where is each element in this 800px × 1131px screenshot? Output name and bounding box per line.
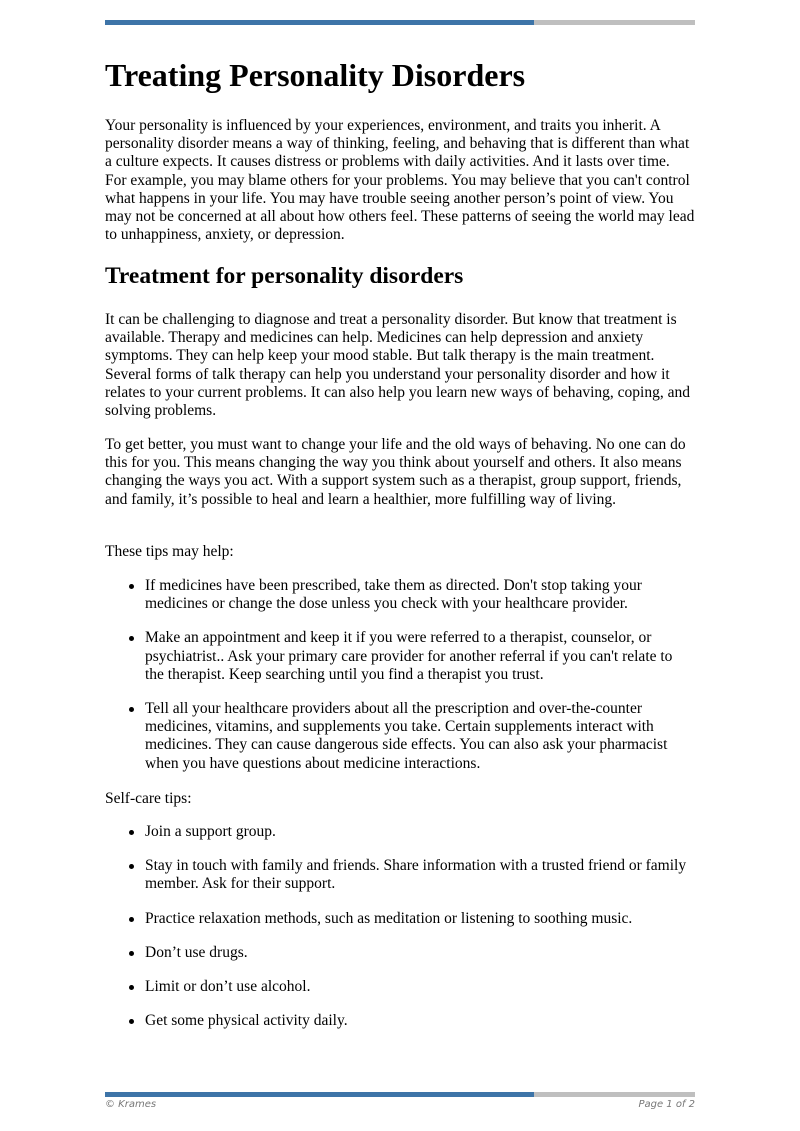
header-progress-bar [105,20,695,25]
bullet-icon [129,985,134,990]
selfcare-item: Join a support group. [105,823,695,841]
selfcare-list [105,823,695,1030]
bullet-icon [129,584,134,589]
header-bar-gray [534,20,695,25]
section-heading: Treatment for personality disorders [105,263,464,289]
selfcare-intro: Self-care tips: [105,790,192,807]
page-title: Treating Personality Disorders [105,57,526,93]
bullet-icon [129,636,134,641]
selfcare-item: Stay in touch with family and friends. Share information with a trusted friend or family member. Ask for their support. [105,857,695,893]
header-bar-blue [105,20,534,25]
bullet-icon [129,917,134,922]
bullet-icon [129,1019,134,1024]
bullet-icon [129,830,134,835]
bullet-icon [129,951,134,956]
treatment-paragraph-2: To get better, you must want to change your life and the old ways of behaving. No one can do this for you. This means changing the way you think about yourself and others. It also means changing the ways you act. With a support system such as a therapist, group support, friends, and family, it’s possible to heal and learn a healthier, more fulfilling way of living. [105,436,686,508]
footer-bar-blue [105,1092,534,1097]
footer-bar-gray [534,1092,695,1097]
page-number: Page 1 of 2 [638,1099,695,1110]
tip-item: If medicines have been prescribed, take them as directed. Don't stop taking your medicines or change the dose unless you check with your healthcare provider. [105,577,695,613]
tips-list [105,577,695,773]
selfcare-item: Practice relaxation methods, such as meditation or listening to soothing music. [105,910,695,928]
copyright-text: © Krames [105,1099,157,1110]
intro-paragraph: Your personality is influenced by your experiences, environment, and traits you inherit. A personality disorder means a way of thinking, feeling, and behaving that is different than what a culture expects. It causes distress or problems with daily activities. And it lasts over time. For example, you may blame others for your problems. You may believe that you can't control what happens in your life. You may have trouble seeing another person’s point of view. You may not be concerned at all about how others feel. These patterns of seeing the world may lead to unhappiness, anxiety, or depression. [105,117,695,244]
tip-item: Tell all your healthcare providers about all the prescription and over-the-counter medicines, vitamins, and supplements you take. Certain supplements interact with medicines. They can cause dangerous side effects. You can also ask your pharmacist when you have questions about medicine interactions. [105,700,695,773]
bullet-icon [129,707,134,712]
tips-intro: These tips may help: [105,543,234,560]
selfcare-item: Get some physical activity daily. [105,1012,695,1030]
tip-item: Make an appointment and keep it if you were referred to a therapist, counselor, or psychiatrist.. Ask your primary care provider for another referral if you can't relate to the therapist. Keep searching until you find a therapist you trust. [105,629,695,684]
selfcare-item: Don’t use drugs. [105,944,695,962]
selfcare-item: Limit or don’t use alcohol. [105,978,695,996]
footer-progress-bar [105,1092,695,1097]
treatment-paragraph-1: It can be challenging to diagnose and treat a personality disorder. But know that treatment is available. Therapy and medicines can help. Medicines can help depression and anxiety symptoms. They can help keep your mood stable. But talk therapy is the main treatment. Several forms of talk therapy can help you understand your personality disorder and how it relates to your current problems. It can also help you learn new ways of behaving, coping, and solving problems. [105,311,690,420]
page-footer [105,1099,695,1110]
bullet-icon [129,864,134,869]
